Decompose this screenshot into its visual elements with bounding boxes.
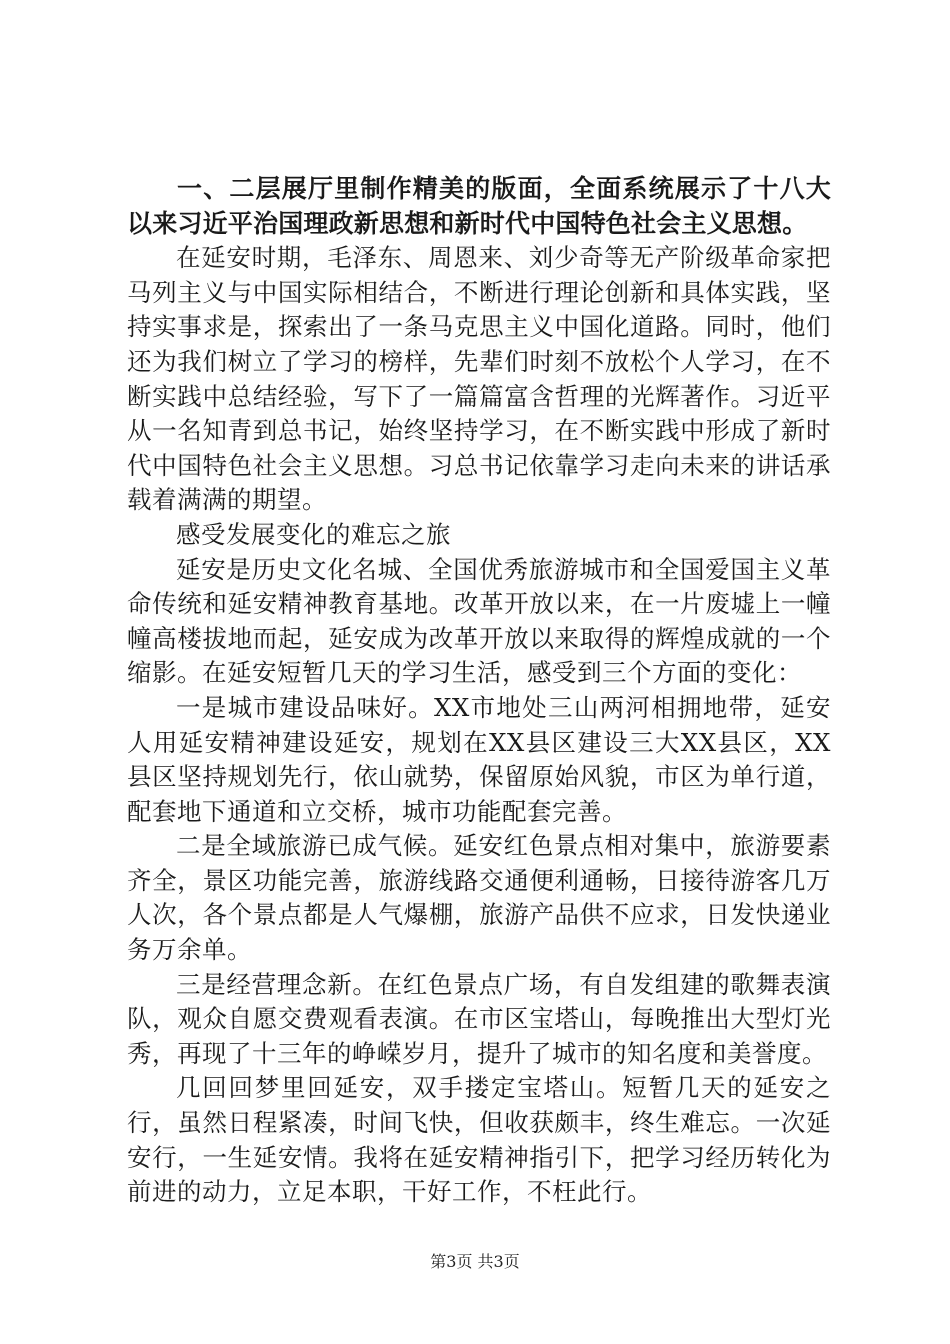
section-heading-paragraph: 一、二层展厅里制作精美的版面，全面系统展示了十八大以来习近平治国理政新思想和新时代中国特色社会主义思想。 [127,174,831,238]
body-paragraph-yanan-intro: 延安是历史文化名城、全国优秀旅游城市和全国爱国主义革命传统和延安精神教育基地。改革开放以来，在一片废墟上一幢幢高楼拔地而起，延安成为改革开放以来取得的辉煌成就的一个缩影。在延安短暂几天的学习生活，感受到三个方面的变化： [127,554,831,688]
body-paragraph-history: 在延安时期，毛泽东、周恩来、刘少奇等无产阶级革命家把马列主义与中国实际相结合，不断进行理论创新和具体实践，坚持实事求是，探索出了一条马克思主义中国化道路。同时，他们还为我们树立了学习的榜样，先辈们时刻不放松个人学习，在不断实践中总结经验，写下了一篇篇富含哲理的光辉著作。习近平从一名知青到总书记，始终坚持学习，在不断实践中形成了新时代中国特色社会主义思想。习总书记依靠学习走向未来的讲话承载着满满的期望。 [127,243,831,515]
body-paragraph-conclusion: 几回回梦里回延安，双手搂定宝塔山。短暂几天的延安之行，虽然日程紧凑，时间飞快，但收获颇丰，终生难忘。一次延安行，一生延安情。我将在延安精神指引下，把学习经历转化为前进的动力，立足本职，干好工作，不枉此行。 [127,1073,831,1207]
body-paragraph-city-construction: 一是城市建设品味好。XX市地处三山两河相拥地带，延安人用延安精神建设延安，规划在XX县区建设三大XX县区，XX县区坚持规划先行，依山就势，保留原始风貌，市区为单行道，配套地下通道和立交桥，城市功能配套完善。 [127,692,831,826]
body-paragraph-business-concept: 三是经营理念新。在红色景点广场，有自发组建的歌舞表演队，观众自愿交费观看表演。在市区宝塔山，每晚推出大型灯光秀，再现了十三年的峥嵘岁月，提升了城市的知名度和美誉度。 [127,969,831,1068]
document-body [127,172,831,1210]
body-paragraph-tourism: 二是全域旅游已成气候。延安红色景点相对集中，旅游要素齐全，景区功能完善，旅游线路交通便利通畅，日接待游客几万人次，各个景点都是人气爆棚，旅游产品供不应求，日发快递业务万余单。 [127,831,831,965]
page-footer: 第3页 共3页 [430,1252,520,1271]
subsection-title: 感受发展变化的难忘之旅 [176,519,451,549]
